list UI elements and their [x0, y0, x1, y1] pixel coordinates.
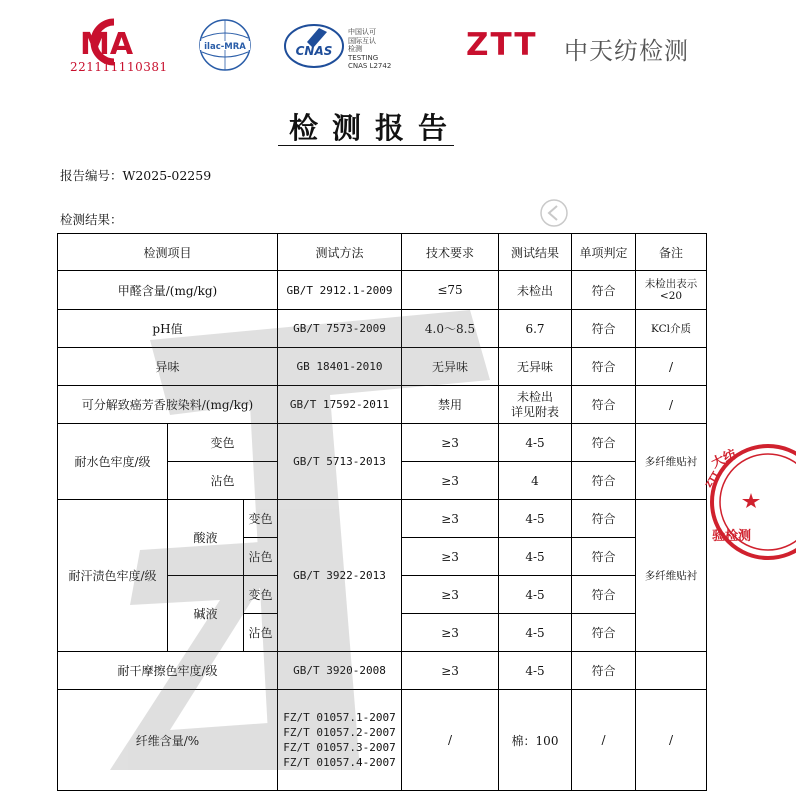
cnas-caption: 中国认可 国际互认 检测 TESTING CNAS L2742 [348, 28, 392, 70]
judgment-cell: / [572, 690, 636, 791]
note-cell: / [636, 690, 707, 791]
result-line: 详见附表 [510, 404, 559, 419]
sub-item-cell: 沾色 [244, 614, 278, 652]
judgment-cell: 符合 [572, 310, 636, 348]
cma-code: 221111110381 [70, 60, 168, 74]
method-line: FZ/T 01057.1-2007 [283, 711, 396, 724]
table-row [58, 500, 707, 538]
report-number: 报告编号：W2025-02259 [60, 168, 212, 183]
requirement-cell: / [402, 690, 499, 791]
header-method: 测试方法 [278, 234, 402, 271]
requirement-cell: ≥3 [402, 652, 499, 690]
table-row [58, 424, 707, 462]
result-cell: 4-5 [499, 500, 572, 538]
result-line: 未检出 [516, 389, 553, 404]
header-item: 检测项目 [58, 234, 278, 271]
requirement-cell: 禁用 [402, 386, 499, 424]
judgment-cell: 符合 [572, 652, 636, 690]
arrow-mark-icon [538, 197, 570, 229]
judgment-cell: 符合 [572, 348, 636, 386]
header-result: 测试结果 [499, 234, 572, 271]
method-cell: GB/T 5713-2013 [278, 424, 402, 500]
header-judgment: 单项判定 [572, 234, 636, 271]
item-cell: pH值 [58, 310, 278, 348]
method-cell: GB/T 2912.1-2009 [278, 271, 402, 310]
judgment-cell: 符合 [572, 271, 636, 310]
result-cell: 4-5 [499, 424, 572, 462]
acid-cell: 酸液 [168, 500, 244, 576]
requirement-cell: ≥3 [402, 614, 499, 652]
requirement-cell: ≤75 [402, 271, 499, 310]
item-cell: 可分解致癌芳香胺染料/(mg/kg) [58, 386, 278, 424]
result-cell: 6.7 [499, 310, 572, 348]
svg-text:ilac-MRA: ilac-MRA [204, 42, 246, 52]
sub-item-cell: 沾色 [168, 462, 278, 500]
method-line: FZ/T 01057.2-2007 [283, 726, 396, 739]
table-row [58, 348, 707, 386]
method-line: FZ/T 01057.3-2007 [283, 741, 396, 754]
result-cell: 无异味 [499, 348, 572, 386]
judgment-cell: 符合 [572, 462, 636, 500]
svg-text:CNAS: CNAS [295, 44, 333, 58]
table-row [58, 310, 707, 348]
note-cell: / [636, 386, 707, 424]
method-cell [278, 690, 402, 791]
inspection-stamp [703, 438, 796, 568]
alkali-cell: 碱液 [168, 576, 244, 652]
results-label: 检测结果： [60, 212, 123, 227]
result-cell: 4-5 [499, 652, 572, 690]
result-cell: 4-5 [499, 576, 572, 614]
method-cell: GB/T 3922-2013 [278, 500, 402, 652]
item-cell: 异味 [58, 348, 278, 386]
note-cell: 未检出表示<20 [636, 271, 707, 310]
table-row [58, 271, 707, 310]
item-cell: 纤维含量/% [58, 690, 278, 791]
item-cell: 甲醛含量/(mg/kg) [58, 271, 278, 310]
svg-text:验检测: 验检测 [712, 529, 752, 544]
sub-item-cell: 变色 [244, 576, 278, 614]
note-cell [636, 652, 707, 690]
result-cell [499, 386, 572, 424]
sub-item-cell: 沾色 [244, 538, 278, 576]
svg-text:大纺: 大纺 [709, 447, 740, 472]
requirement-cell: ≥3 [402, 462, 499, 500]
item-cell: 耐汗渍色牢度/级 [58, 500, 168, 652]
method-cell: GB/T 7573-2009 [278, 310, 402, 348]
note-cell: 多纤维贴衬 [636, 500, 707, 652]
method-cell: GB 18401-2010 [278, 348, 402, 386]
table-row [58, 386, 707, 424]
judgment-cell: 符合 [572, 500, 636, 538]
requirement-cell: ≥3 [402, 500, 499, 538]
title-underline [278, 145, 454, 146]
judgment-cell: 符合 [572, 538, 636, 576]
method-cell: GB/T 3920-2008 [278, 652, 402, 690]
results-table [57, 233, 707, 791]
method-line: FZ/T 01057.4-2007 [283, 756, 396, 769]
header-note: 备注 [636, 234, 707, 271]
note-cell: KCl介质 [636, 310, 707, 348]
report-title: 检测报告 [288, 111, 461, 145]
judgment-cell: 符合 [572, 614, 636, 652]
header-requirement: 技术要求 [402, 234, 499, 271]
cnas-logo [283, 22, 345, 70]
requirement-cell: ≥3 [402, 576, 499, 614]
result-cell: 未检出 [499, 271, 572, 310]
result-cell: 棉：100 [499, 690, 572, 791]
table-header-row [58, 234, 707, 271]
method-cell: GB/T 17592-2011 [278, 386, 402, 424]
sub-item-cell: 变色 [244, 500, 278, 538]
svg-text:MA: MA [80, 27, 134, 62]
table-row [58, 652, 707, 690]
requirement-cell: ≥3 [402, 538, 499, 576]
requirement-cell: 无异味 [402, 348, 499, 386]
item-cell: 耐水色牢度/级 [58, 424, 168, 500]
judgment-cell: 符合 [572, 576, 636, 614]
ztt-logo: ZTT [466, 27, 538, 63]
result-cell: 4-5 [499, 614, 572, 652]
table-row [58, 690, 707, 791]
ztt-brand-name: 中天纺检测 [564, 37, 689, 65]
result-cell: 4 [499, 462, 572, 500]
svg-text:ZTT: ZTT [703, 469, 721, 489]
requirement-cell: ≥3 [402, 424, 499, 462]
judgment-cell: 符合 [572, 386, 636, 424]
sub-item-cell: 变色 [168, 424, 278, 462]
result-cell: 4-5 [499, 538, 572, 576]
note-cell: 多纤维贴衬 [636, 424, 707, 500]
item-cell: 耐干摩擦色牢度/级 [58, 652, 278, 690]
ilac-mra-logo [196, 18, 254, 72]
note-cell: / [636, 348, 707, 386]
judgment-cell: 符合 [572, 424, 636, 462]
header-logos [0, 0, 750, 95]
requirement-cell: 4.0～8.5 [402, 310, 499, 348]
